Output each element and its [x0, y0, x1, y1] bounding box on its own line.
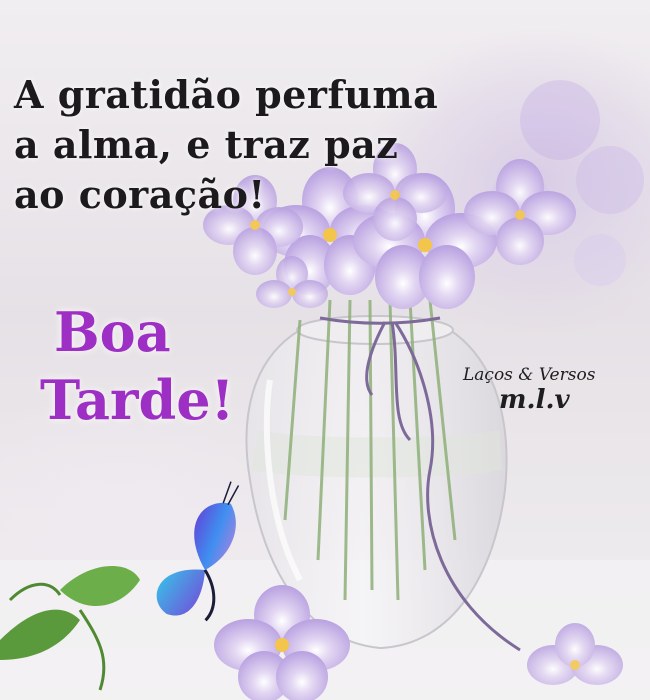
- quote-line-1: A gratidão perfuma: [14, 72, 439, 117]
- quote-line-3: ao coração!: [14, 172, 266, 217]
- greeting-line-2: Tarde!: [40, 368, 235, 432]
- watermark-initials: m.l.v: [499, 385, 570, 415]
- good-afternoon-greeting: [40, 298, 234, 434]
- quote-line-2: a alma, e traz paz: [14, 122, 399, 167]
- gratitude-quote: [14, 70, 514, 220]
- watermark-brand: Laços & Versos: [463, 365, 596, 385]
- greeting-line-1: Boa: [54, 300, 171, 364]
- author-watermark: [463, 365, 623, 415]
